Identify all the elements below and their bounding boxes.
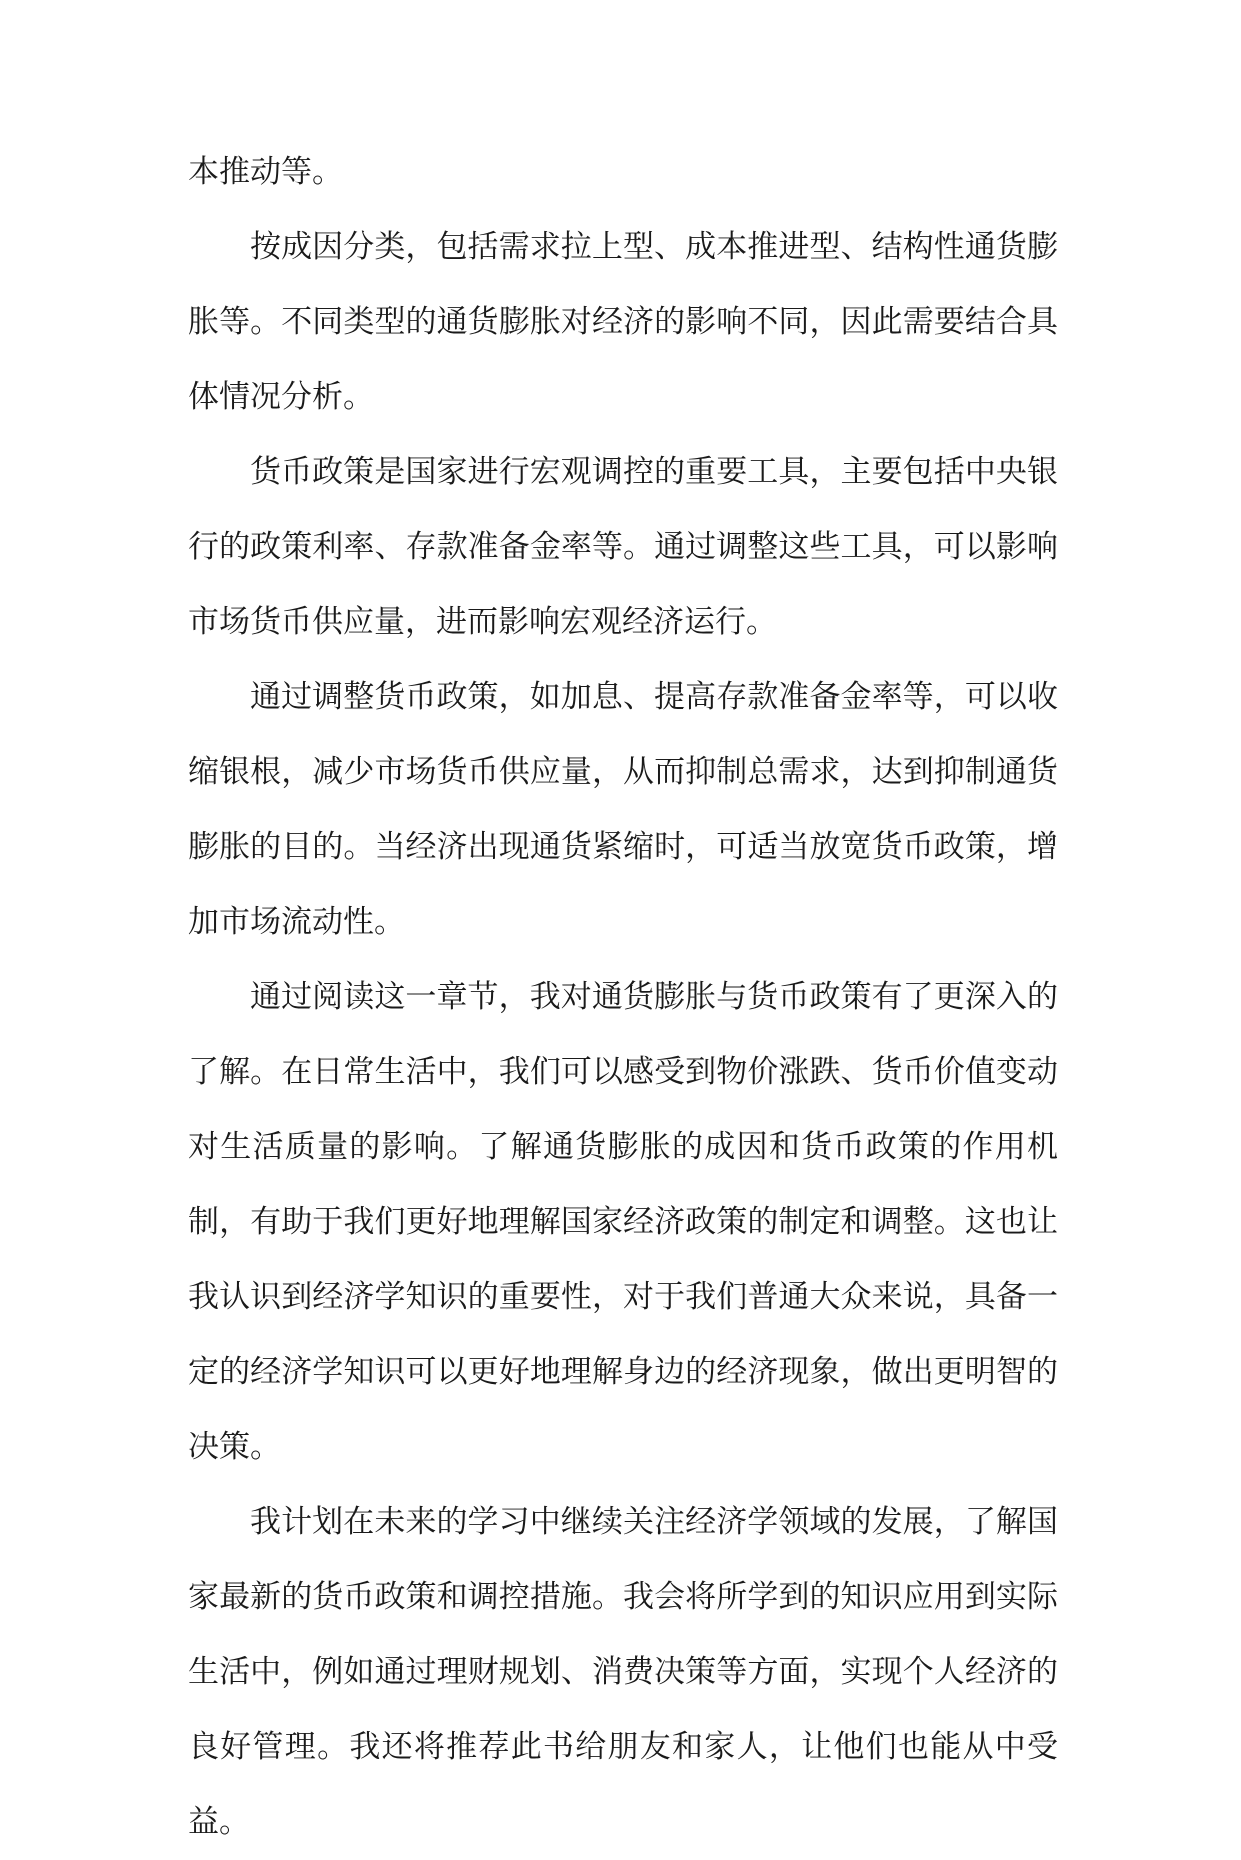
paragraph-policy-adjustment: 通过调整货币政策，如加息、提高存款准备金率等，可以收缩银根，减少市场货币供应量，从而抑制总需求，达到抑制通货膨胀的目的。当经济出现通货紧缩时，可适当放宽货币政策，增加市场流动性。 (188, 679, 1058, 940)
paragraph-monetary-policy-tools: 货币政策是国家进行宏观调控的重要工具，主要包括中央银行的政策利率、存款准备金率等。通过调整这些工具，可以影响市场货币供应量，进而影响宏观经济运行。 (188, 454, 1058, 640)
paragraph-future-plan: 我计划在未来的学习中继续关注经济学领域的发展，了解国家最新的货币政策和调控措施。我会将所学到的知识应用到实际生活中，例如通过理财规划、消费决策等方面，实现个人经济的良好管理。我还将推荐此书给朋友和家人，让他们也能从中受益。 (188, 1504, 1058, 1840)
paragraph-continuation: 本推动等。 (188, 154, 343, 190)
paragraph-reflection: 通过阅读这一章节，我对通货膨胀与货币政策有了更深入的了解。在日常生活中，我们可以感受到物价涨跌、货币价值变动对生活质量的影响。了解通货膨胀的成因和货币政策的作用机制，有助于我们更好地理解国家经济政策的制定和调整。这也让我认识到经济学知识的重要性，对于我们普通大众来说，具备一定的经济学知识可以更好地理解身边的经济现象，做出更明智的决策。 (188, 979, 1058, 1465)
body-text (188, 135, 1058, 1860)
paragraph-inflation-types: 按成因分类，包括需求拉上型、成本推进型、结构性通货膨胀等。不同类型的通货膨胀对经济的影响不同，因此需要结合具体情况分析。 (188, 229, 1058, 415)
